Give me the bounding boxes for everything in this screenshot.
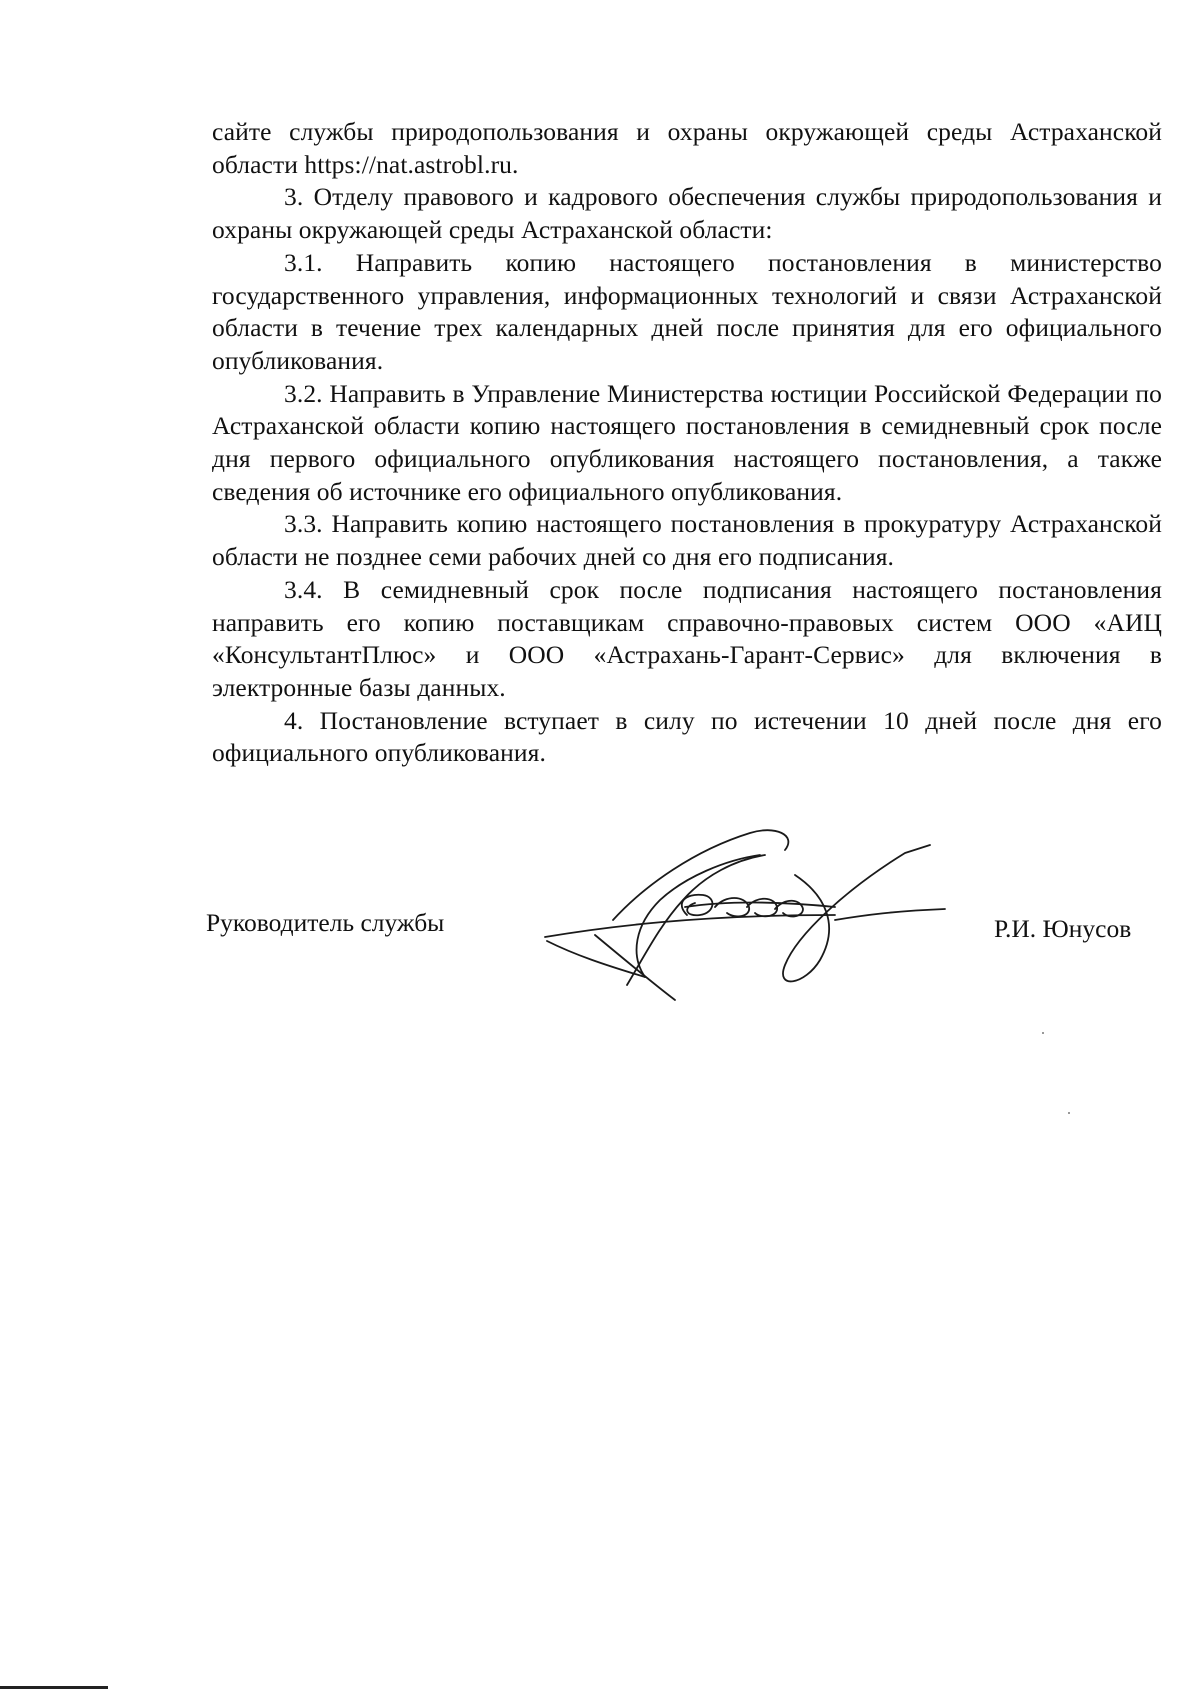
- paragraph-continuation: сайте службы природопользования и охраны окружающей среды Астраханской области https://nat.astrobl.ru.: [212, 117, 1162, 179]
- paragraph-item-3: 3. Отделу правового и кадрового обеспечения службы природопользования и охраны окружающей среды Астраханской области:: [212, 182, 1162, 245]
- paragraph-item-3-3: 3.3. Направить копию настоящего постановления в прокуратуру Астраханской области не позднее семи рабочих дней со дня его подписания.: [212, 509, 1162, 572]
- handwritten-signature: [535, 815, 1005, 1005]
- scan-edge-mark: [0, 1686, 108, 1689]
- signer-position: Руководитель службы: [206, 908, 445, 937]
- paragraph-item-3-4: 3.4. В семидневный срок после подписания настоящего постановления направить его копию поставщикам справочно-правовых систем ООО «АИЦ «КонсультантПлюс» и ООО «Астрахань-Гарант-Сервис» для включения в электронные базы данных.: [212, 574, 1162, 702]
- scan-speck: [1042, 1032, 1044, 1034]
- document-body: [212, 116, 1162, 770]
- scan-speck: [1068, 1112, 1070, 1114]
- paragraph-item-4: 4. Постановление вступает в силу по истечении 10 дней после дня его официального опубликования.: [212, 705, 1162, 768]
- paragraph-item-3-2: 3.2. Направить в Управление Министерства юстиции Российской Федерации по Астраханской области копию настоящего постановления в семидневный срок после дня первого официального опубликования настоящего постановления, а также сведения об источнике его официального опубликования.: [212, 378, 1162, 506]
- paragraph-item-3-1: 3.1. Направить копию настоящего постановления в министерство государственного управления, информационных технологий и связи Астраханской области в течение трех календарных дней после принятия для его официального опубликования.: [212, 247, 1162, 375]
- signer-name: Р.И. Юнусов: [994, 914, 1132, 943]
